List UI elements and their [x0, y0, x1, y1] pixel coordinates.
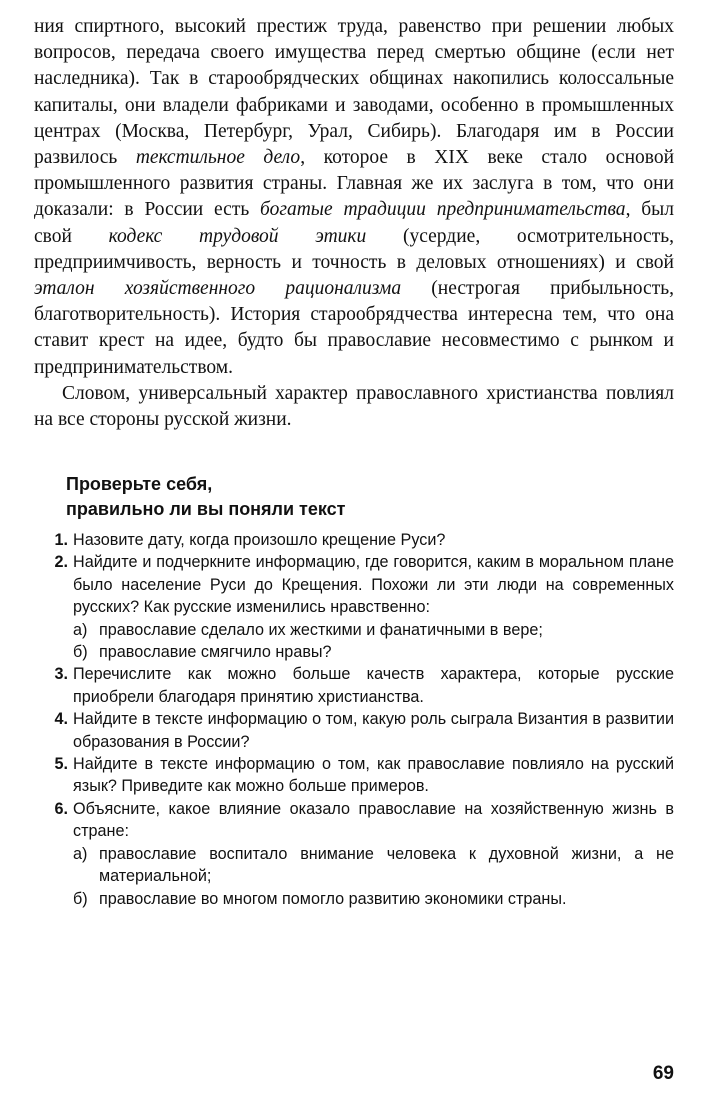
text-run: (усердие, осмотрительность, предприимчивость, верность и точность в деловых отношениях) и свой: [34, 225, 674, 273]
emphasis-text: богатые традиции предпринимательства: [260, 199, 626, 221]
question-item: [40, 551, 674, 663]
question-item: [40, 529, 674, 551]
emphasis-text: эталон хозяйственного рационализма: [34, 278, 402, 300]
question-item: [40, 663, 674, 708]
page-number: 69: [652, 1063, 674, 1084]
question-number: 5.: [54, 755, 68, 774]
question-item: [40, 708, 674, 753]
question-number: 1.: [54, 531, 68, 549]
question-item: [40, 798, 674, 910]
question-number: 6.: [54, 799, 68, 818]
option-letter: а): [73, 844, 88, 863]
question-text: Найдите в тексте информацию о том, какую роль сыграла Византия в развитии образования в России?: [73, 710, 674, 751]
question-text: Найдите в тексте информацию о том, как православие повлияло на русский язык? Приведите как можно больше примеров.: [73, 755, 674, 796]
option-letter: б): [73, 643, 88, 662]
option-letter: а): [73, 620, 88, 639]
question-item: [40, 753, 674, 798]
paragraph-old-believers: [34, 14, 674, 381]
option-text: православие смягчило нравы?: [99, 643, 332, 662]
option-text: православие сделало их жесткими и фанатичными в вере;: [99, 620, 543, 639]
question-text: Перечислите как можно больше качеств характера, которые русские приобрели благодаря принятию христианства.: [73, 665, 674, 706]
text-run: ния спиртного, высокий престиж труда, равенство при решении любых вопросов, передача своего имущества перед смертью общине (если нет наследника). Так в старообрядческих общинах накопились колоссальные капиталы, они владели фабриками и заводами, особенно в промышленных центрах (Москва, Петербург, Урал, Сибирь). Благодаря им в России развилось: [34, 16, 674, 169]
section-heading: [66, 472, 666, 522]
question-number: 4.: [54, 710, 68, 729]
questions-list: [40, 529, 674, 910]
heading-line-2: правильно ли вы поняли текст: [66, 499, 346, 519]
question-text: Найдите и подчеркните информацию, где говорится, каким в моральном плане было население Руси до Крещения. Похожи ли эти люди на современных русских? Как русские изменились нравственно:: [73, 553, 674, 617]
text-run: , которое в XIX веке стало основой промышленного развития страны. Главная же их заслуга в том, что они доказали: в России есть: [34, 147, 675, 221]
emphasis-text: кодекс трудовой этики: [108, 225, 367, 247]
main-text: [34, 14, 674, 433]
option-text: православие воспитало внимание человека к духовной жизни, а не материальной;: [99, 844, 674, 886]
question-text: Назовите дату, когда произошло крещение Руси?: [73, 531, 446, 549]
answer-option: [73, 888, 674, 910]
question-number: 3.: [54, 665, 68, 684]
text-run: (нестрогая прибыльность, благотворительность). История старообрядчества интересна тем, что она ставит крест на идее, будто бы православие несовместимо с рынком и предпринимательством.: [34, 278, 674, 378]
answer-option: [73, 641, 674, 663]
answer-option: [73, 843, 674, 888]
answer-options: [73, 843, 674, 910]
option-text: православие во многом помогло развитию экономики страны.: [99, 889, 567, 908]
option-letter: б): [73, 889, 88, 908]
paragraph-conclusion: Словом, универсальный характер православного христианства повлиял на все стороны русской жизни.: [34, 382, 674, 431]
question-text: Объясните, какое влияние оказало православие на хозяйственную жизнь в стране:: [73, 799, 674, 841]
question-number: 2.: [54, 553, 68, 572]
answer-option: [73, 619, 674, 641]
heading-line-1: Проверьте себя,: [66, 474, 213, 494]
emphasis-text: текстильное дело: [135, 147, 301, 169]
text-run: , был свой: [34, 199, 674, 247]
answer-options: [73, 619, 674, 664]
